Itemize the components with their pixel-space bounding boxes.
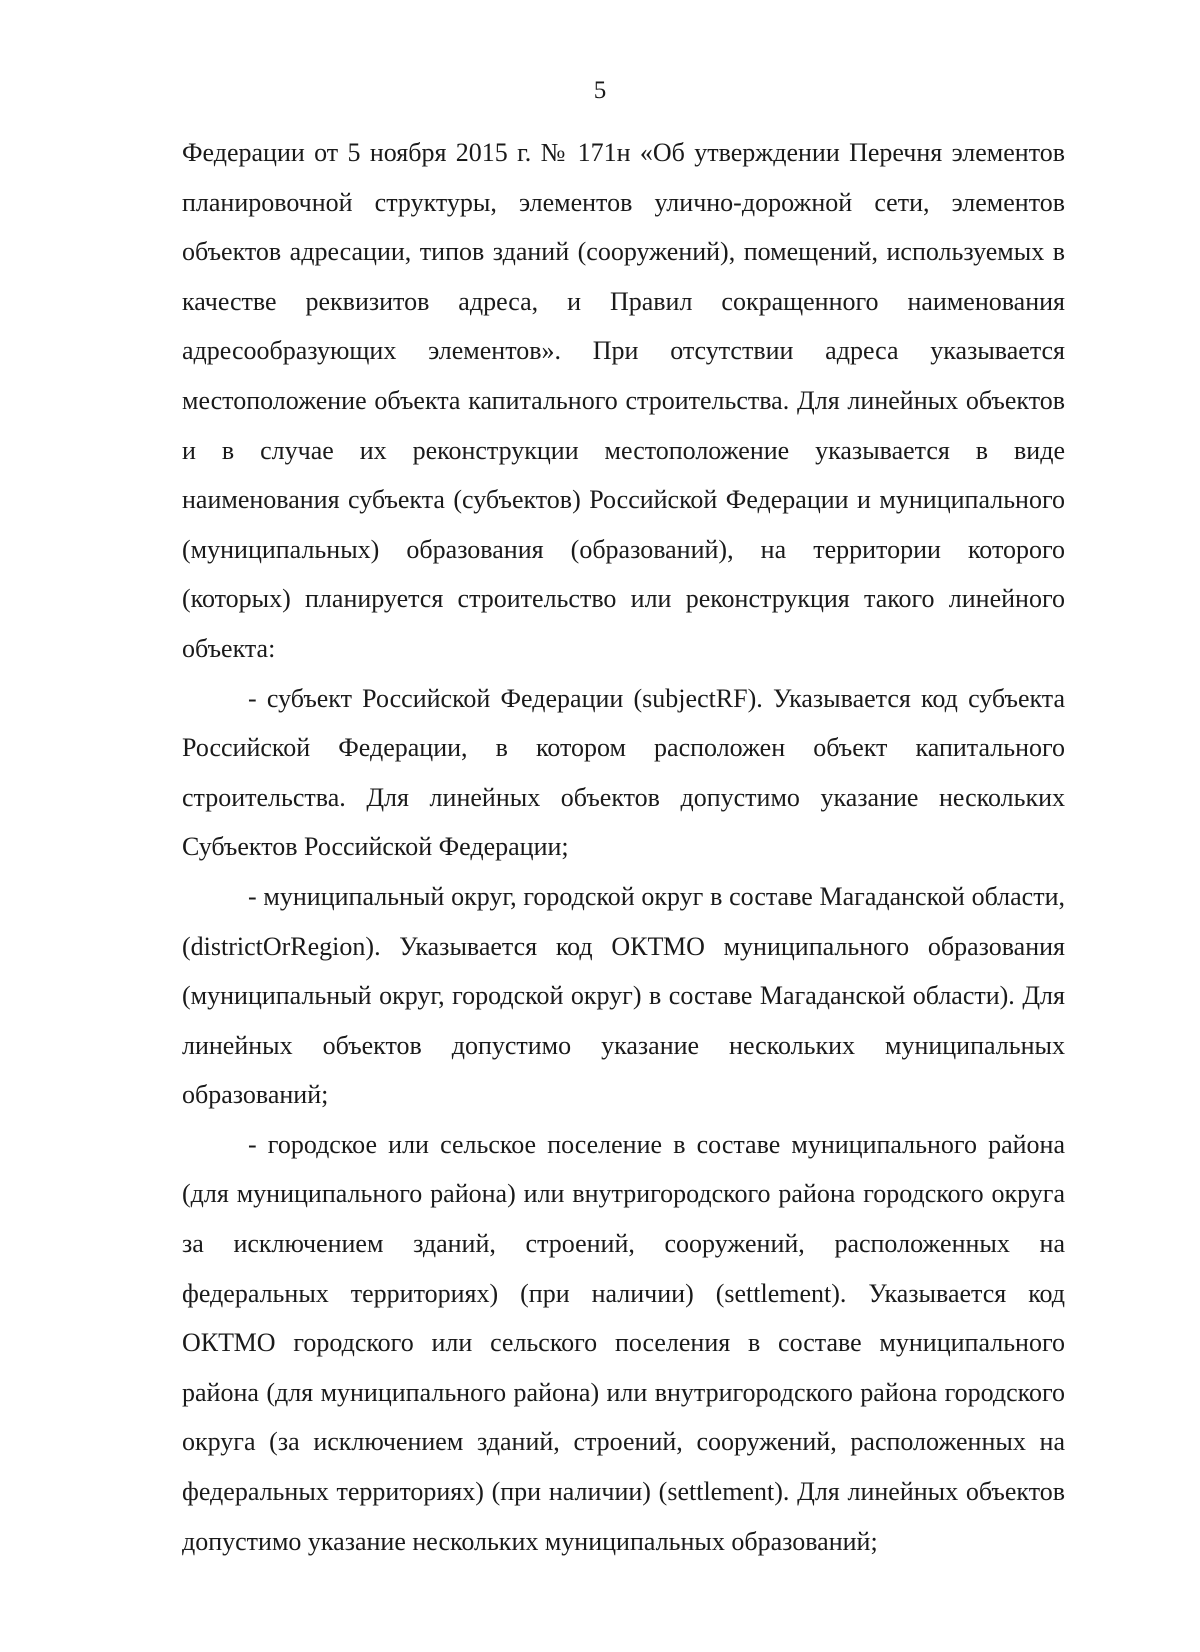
paragraph-settlement: - городское или сельское поселение в составе муниципального района (для муниципального района) или внутригородского района городского округа за исключением зданий, строений, сооружений, расположенных на федеральных территориях) (при наличии) (settlement). Указывается код ОКТМО городского или сельского поселения в составе муниципального района (для муниципального района) или внутригородского района городского округа (за исключением зданий, строений, сооружений, расположенных на федеральных территориях) (при наличии) (settlement). Для линейных объектов допустимо указание нескольких муниципальных образований;	[182, 1129, 1065, 1556]
paragraph-district-or-region: - муниципальный округ, городской округ в составе Магаданской области, (districtOrRegion). Указывается код ОКТМО муниципального образования (муниципальный округ, городской округ) в составе Магаданской области). Для линейных объектов допустимо указание нескольких муниципальных образований;	[182, 881, 1065, 1110]
page-number: 5	[593, 77, 607, 104]
paragraph-subject-rf: - субъект Российской Федерации (subjectRF). Указывается код субъекта Российской Федерации, в котором расположен объект капитального строительства. Для линейных объектов допустимо указание нескольких Субъектов Российской Федерации;	[182, 683, 1065, 862]
paragraph-continuation: Федерации от 5 ноября 2015 г. № 171н «Об утверждении Перечня элементов планировочной структуры, элементов улично-дорожной сети, элементов объектов адресации, типов зданий (сооружений), помещений, используемых в качестве реквизитов адреса, и Правил сокращенного наименования адресообразующих элементов». При отсутствии адреса указывается местоположение объекта капитального строительства. Для линейных объектов и в случае их реконструкции местоположение указывается в виде наименования субъекта (субъектов) Российской Федерации и муниципального (муниципальных) образования (образований), на территории которого (которых) планируется строительство или реконструкция такого линейного объекта:	[182, 138, 1065, 663]
document-body	[182, 128, 1065, 1566]
